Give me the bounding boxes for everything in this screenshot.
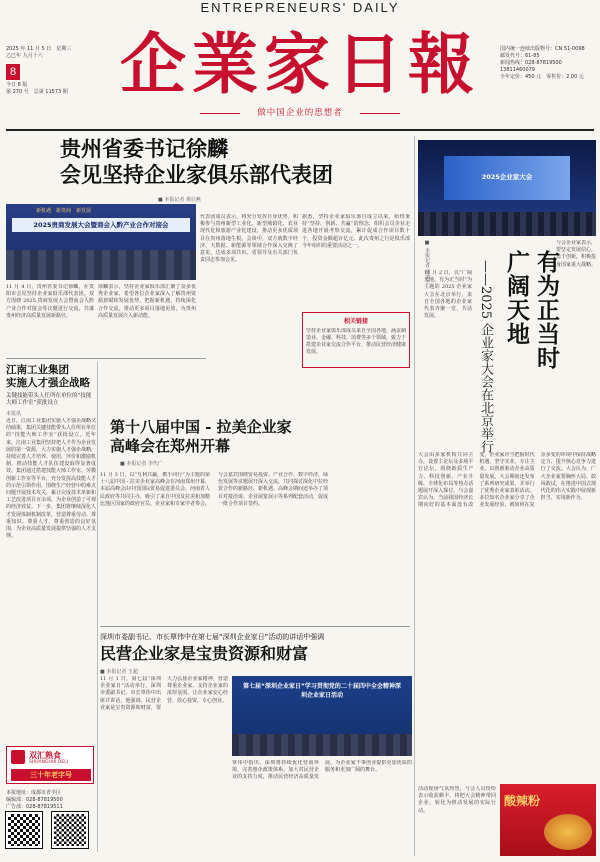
footer-address: 本报地址：成都市青羊区	[6, 790, 62, 796]
related-link-text: 坚持企业家俱乐部成员来自全国各地，涵盖制造业、金融、科技、消费等多个领域，致力于搭建企业家交流合作平台，推动民营经济健康发展。	[306, 328, 406, 355]
ad1-banner	[11, 769, 91, 781]
masthead-rule	[6, 129, 594, 131]
photo-people-row	[6, 250, 196, 280]
issue-date: 2025 年 11 月 5 日 星期三	[6, 46, 72, 52]
story4-text-left: 11 月 1 日，第七届“深圳企业家日”活动举行。深圳市委副书记、市长覃伟中出席并讲话，他强调，民营企业家是宝贵资源和财富，要大力弘扬企业家精神，营造尊重企业家、支持企业家的浓厚氛围，让企业家安心经营、放心投资、专心创业。	[100, 676, 228, 711]
footer-editorial: 编辑部：028-87819500	[6, 797, 63, 803]
story4-photo[interactable]	[232, 676, 412, 756]
slogan-bar	[200, 106, 400, 120]
publication-code: 国内统一连续出版物号：CN 51-0098	[500, 46, 585, 52]
issue-label: 今日 8 版	[6, 82, 28, 88]
story4-photo-people	[232, 734, 412, 756]
shuanghui-advertisement[interactable]	[6, 746, 94, 784]
related-link-title: 相关链接	[343, 318, 368, 325]
story4-kicker: 深圳市委副书记、市长覃伟中在第七届“深圳企业家日”活动的讲话中强调	[100, 633, 325, 641]
photo-banner-text: 2025贵商发展大会暨商会入黔产业合作对接会	[12, 218, 190, 232]
slogan-rule-right	[360, 113, 400, 114]
right-story-text-a: 11 月 2 日，以“广阔天地，有为正当时”为主题的 2025 企业家大会在北京举行，来自全国各地的企业家代表齐聚一堂，共话发展。	[424, 270, 472, 320]
related-link-box	[302, 312, 410, 368]
story2-headline-line1: 江南工业集团	[6, 364, 69, 376]
conference-photo[interactable]	[418, 140, 596, 236]
story1-column-4: 据悉，坚持企业家俱乐部自成立以来，始终秉持“坚持、创新、共赢”的理念，组织会员企业走进各地开展考察交流，累计促成合作项目数十个，投资金额超百亿元。此次贵州之行是俱乐部今年组织的重要活动之一。	[302, 214, 410, 249]
story1-column-3: 代表团成员表示，将充分发挥自身优势，积极参与贵州新型工业化、新型城镇化、农业现代化和旅游产业化建设，推动更多优质项目在贵州落地生根。会谈中，双方就数字经济、大数据、新能源等领域合作深入交换了意见，达成多项共识。省领导及有关部门负责同志参加会见。	[200, 214, 298, 264]
ad1-banner-text: 三十年老字号	[30, 770, 72, 779]
date-panel	[6, 46, 76, 96]
noodle-ad-title: 酸辣粉	[504, 794, 541, 808]
story3-headline-line1: 第十八届中国 - 拉美企业家	[110, 418, 292, 436]
column-separator	[97, 362, 98, 852]
ad1-subtitle: SHUANGHUI DELI	[29, 760, 69, 765]
right-story-text-c: 大会由多家机构共同主办，设置主论坛及多场平行论坛，围绕新质生产力、科技创新、产业升级、全球化布局等热点话题展开深入探讨。与会嘉宾认为，当前我国经济长期向好的基本面没有改变，企业家应当把握时代机遇，坚守实业、专注主业，以创新驱动企业高质量发展。大会期间还发布了系列研究成果，并举行了优秀企业家表彰活动。多位知名企业家分享了企业发展经验，就如何在复杂多变的环境中保持战略定力、提升核心竞争力进行了交流。大会认为，广大企业家要胸怀大局、敢闯敢试，在推进中国式现代化的伟大实践中展现新担当、实现新作为。	[418, 452, 596, 509]
story4-text-right: 覃伟中指出，深圳将持续优化营商环境，完善惠企政策体系，加大对民营企业的支持力度，推动民营经济高质量发展，为企业家干事创业提供更加优质的服务和更加广阔的舞台。	[232, 760, 412, 781]
story2-text: 近日，江南工业集团实施人才强企战略又结硕果，集团关键技能带头人任所在单位的“技能大师工作室”获批设立。近年来，江南工业集团坚持把人才作为企业发展的第一资源，大力实施人才强企战略，持续完善人才培养、使用、评价和激励机制，推动技能人才队伍建设取得显著成效。集团通过搭建技能大师工作室、劳模创新工作室等平台，充分发挥高技能人才的示范引领作用，围绕生产经营中的难点问题开展技术攻关，累计完成技术革新和工艺改进项目百余项，为企业创造了可观的经济效益。下一步，集团将继续深化人才发展体制机制改革，营造尊重劳动、尊重知识、尊重人才、尊重创造的良好氛围，为企业高质量发展提供坚强的人才支撑。	[6, 418, 96, 540]
photo-logo-text: 新机遇 新贵商 新发展	[36, 208, 92, 214]
shuanghui-logo-icon	[11, 750, 25, 764]
story1-headline[interactable]	[60, 136, 410, 188]
story2-headline-line2: 实施人才强企战略	[6, 377, 90, 389]
story4-photo-banner: 第七届“深圳企业家日”学习贯彻党的二十届四中全会精神深圳企业家日活动	[243, 683, 401, 699]
issue-number-badge: 8	[6, 64, 20, 80]
serial-number: 第 270 号 总第 11573 期	[6, 89, 68, 95]
ad1-title: 双汇熟食	[29, 751, 61, 760]
story4-byline: ■ 本报记者 王超	[100, 669, 138, 675]
story3-text: 11 月 3 日，以“互利共赢，携手同行”为主题的第十八届中国 - 拉美企业家高峰会在河南郑州开幕。本届高峰会由中国国际贸易促进委员会、河南省人民政府等共同主办，吸引了来自中国及拉美和加勒比地区国家的政府官员、企业家和专家学者参会。与会嘉宾围绕贸易投资、产业合作、数字经济、绿色发展等议题展开深入交流，共同探讨深化中拉经贸合作的新路径、新机遇。高峰会期间还举办了项目对接洽谈、企业展览展示等系列配套活动，促成一批合作项目签约。	[100, 472, 328, 507]
story1-column-1: 11 月 4 日，贵州省委书记徐麟，在贵阳市会见坚持企业家俱乐部代表团。双方围绕 2025 贵商发展大会暨商会入黔产业合作对接会等议题进行交流，共谋贵州经济高质量发展新路径。	[6, 284, 94, 319]
phone-number: 13811460079	[500, 67, 535, 73]
right-story-text-d: 活动现场气氛热烈，与会人员纷纷表示收获颇丰，将把大会精神带回企业，转化为推动发展的实际行动。	[418, 786, 496, 814]
story3-headline-line2: 高峰会在郑州开幕	[110, 437, 231, 455]
right-story-headline-line2[interactable]: 有为正当时	[533, 250, 560, 370]
right-story-byline: ■ 本报记者 胡清平	[424, 240, 430, 285]
right-story-subhead: ——2025 企业家大会在北京举行	[478, 260, 493, 454]
column-separator	[414, 136, 415, 856]
story2-headline[interactable]	[6, 364, 96, 390]
story2-subhead: 关键技能带头人任所在单位的“技能大师工作室”获批设立	[6, 393, 92, 406]
noodle-advertisement[interactable]	[500, 784, 596, 856]
story1-byline: ■ 本报记者 黄启燕	[158, 197, 201, 203]
footer-advertising: 广告部：028-87819511	[6, 804, 63, 810]
conference-audience	[418, 212, 596, 236]
story1-column-2: 徐麟表示，坚持企业家俱乐部汇聚了众多优秀企业家，希望各位企业家深入了解贵州资源禀赋和发展优势，把握新机遇，持续深化合作交流，推动更多项目落地见效，为贵州高质量发展注入新动能。	[98, 284, 196, 319]
story1-photo[interactable]	[6, 204, 196, 280]
conference-screen	[444, 156, 570, 200]
price-info: 全年定价：450 元 零售价：2.00 元	[500, 74, 584, 80]
publication-info	[500, 46, 596, 81]
story1-headline-line2: 会见坚持企业家俱乐部代表团	[60, 162, 333, 187]
slogan: 做中国企业的思想者	[257, 108, 343, 118]
story2-byline: 本报讯	[6, 411, 22, 417]
news-hotline: 新闻热线：028-87819500	[500, 60, 562, 66]
noodle-bowl-icon	[544, 814, 592, 850]
right-story-text-b: 与会企业家表示，要坚定发展信心，勇于创新，积极投身国家重大战略。	[556, 240, 596, 268]
section-divider-2	[100, 626, 410, 627]
lunar-date: 乙巳年 九月十六	[6, 53, 43, 59]
right-story-headline-line1[interactable]: 广阔天地	[503, 250, 530, 346]
english-title: ENTREPRENEURS' DAILY	[200, 0, 400, 15]
conference-screen-text: 2025企业家大会	[481, 173, 533, 181]
newspaper-logo: 企業家日報	[120, 25, 480, 103]
qr-code-icon[interactable]	[6, 812, 42, 848]
postal-code: 邮发代号：61-85	[500, 53, 540, 59]
qr-code-icon[interactable]	[52, 812, 88, 848]
footer-info	[6, 790, 94, 811]
story1-headline-line1: 贵州省委书记徐麟	[60, 136, 228, 161]
story4-headline[interactable]: 民营企业家是宝贵资源和财富	[100, 644, 309, 663]
masthead	[0, 0, 600, 130]
story3-headline[interactable]	[110, 418, 340, 456]
section-divider-1	[6, 358, 206, 359]
story3-byline: ■ 本报记者 李代广	[120, 461, 163, 467]
